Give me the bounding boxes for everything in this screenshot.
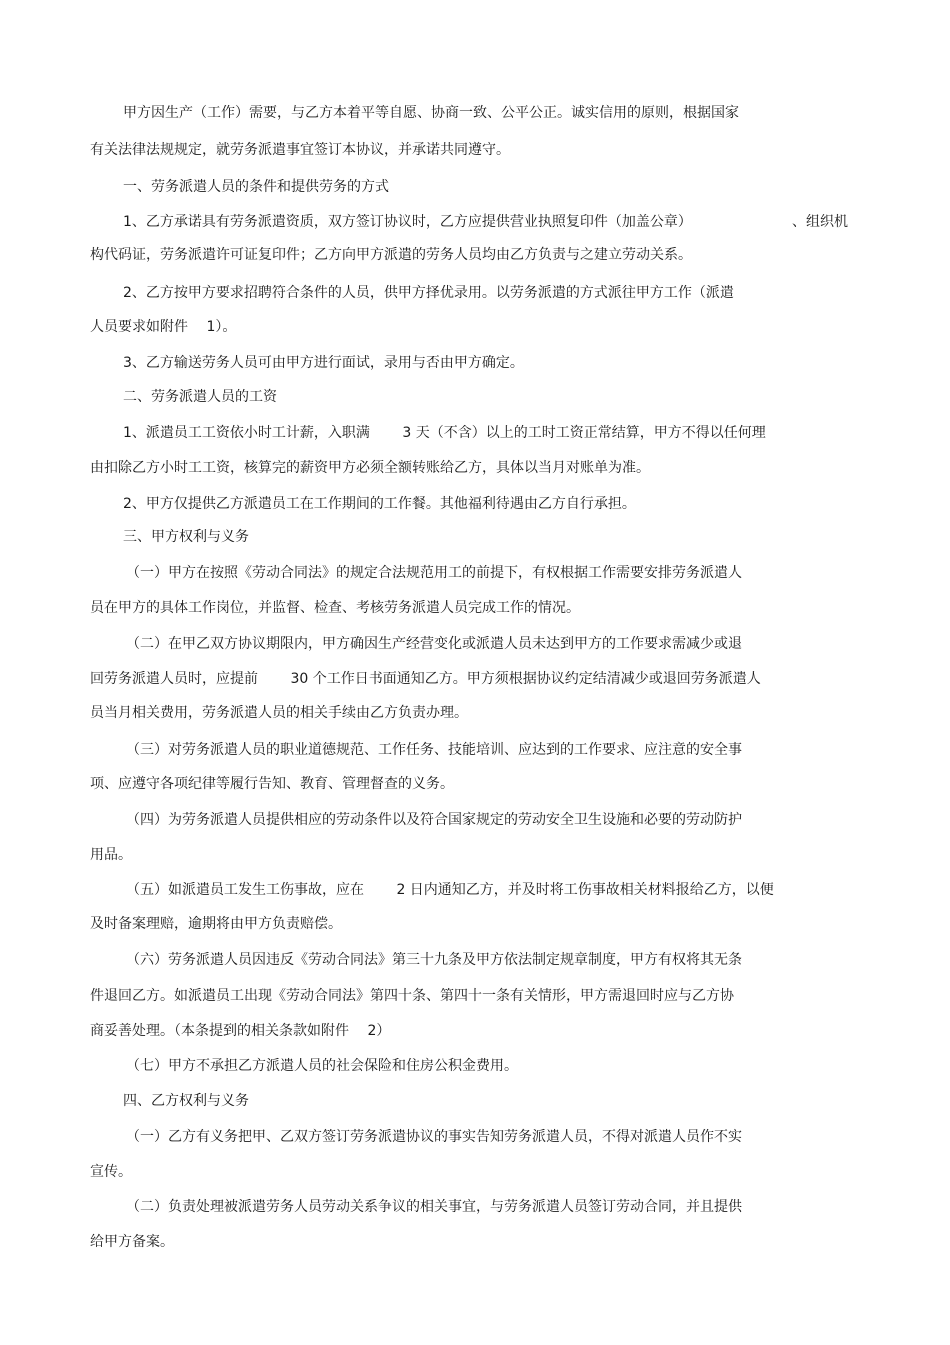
para-1-line-1: 甲方因生产（工作）需要，与乙方本着平等自愿、协商一致、公平公正。诚实信用的原则，根据国家 (123, 105, 739, 121)
item-4-1-line-1: （一）乙方有义务把甲、乙双方签订劳务派遣协议的事实告知劳务派遣人员，不得对派遣人员作不实 (126, 1129, 742, 1145)
item-3-6-line-1: （六）劳务派遣人员因违反《劳动合同法》第三十九条及甲方依法制定规章制度，甲方有权将其无条 (126, 952, 742, 968)
item-2-1-line-1: 1、派遣员工工资依小时工计薪，入职满 3 天（不含）以上的工时工资正常结算，甲方不得以任何理 (123, 425, 766, 441)
item-3-1-line-1: （一）甲方在按照《劳动合同法》的规定合法规范用工的前提下，有权根据工作需要安排劳务派遣人 (126, 565, 742, 581)
item-3-7: （七）甲方不承担乙方派遣人员的社会保险和住房公积金费用。 (126, 1058, 518, 1074)
item-4-1-line-2: 宣传。 (90, 1164, 132, 1180)
item-2-2: 2、甲方仅提供乙方派遣员工在工作期间的工作餐。其他福利待遇由乙方自行承担。 (123, 496, 636, 512)
item-3-5-line-2: 及时备案理赔，逾期将由甲方负责赔偿。 (90, 916, 342, 932)
item-3-5-line-1: （五）如派遣员工发生工伤事故，应在 2 日内通知乙方，并及时将工伤事故相关材料报给乙方，以便 (126, 882, 774, 898)
section-3-heading: 三、甲方权利与义务 (123, 529, 249, 545)
item-3-3-line-2: 项、应遵守各项纪律等履行告知、教育、管理督查的义务。 (90, 776, 454, 792)
item-3-1-line-2: 员在甲方的具体工作岗位，并监督、检查、考核劳务派遣人员完成工作的情况。 (90, 600, 580, 616)
item-1-1-line-1-tail: 、组织机 (792, 214, 848, 230)
item-3-2-line-2: 回劳务派遣人员时，应提前 30 个工作日书面通知乙方。甲方须根据协议约定结清减少或退回劳务派遣人 (90, 671, 761, 687)
item-1-1-line-1: 1、乙方承诺具有劳务派遣资质，双方签订协议时，乙方应提供营业执照复印件（加盖公章） (123, 214, 692, 230)
item-3-6-line-2: 件退回乙方。如派遣员工出现《劳动合同法》第四十条、第四十一条有关情形，甲方需退回时应与乙方协 (90, 988, 734, 1004)
item-3-2-line-3: 员当月相关费用，劳务派遣人员的相关手续由乙方负责办理。 (90, 705, 468, 721)
section-2-heading: 二、劳务派遣人员的工资 (123, 389, 277, 405)
item-1-2-line-2: 人员要求如附件 1）。 (90, 319, 237, 335)
section-4-heading: 四、乙方权利与义务 (123, 1093, 249, 1109)
item-1-1-line-2: 构代码证，劳务派遣许可证复印件；乙方向甲方派遣的劳务人员均由乙方负责与之建立劳动关系。 (90, 247, 692, 263)
item-4-2-line-1: （二）负责处理被派遣劳务人员劳动关系争议的相关事宜，与劳务派遣人员签订劳动合同，并且提供 (126, 1199, 742, 1215)
para-1-line-2: 有关法律法规规定，就劳务派遣事宜签订本协议，并承诺共同遵守。 (90, 142, 510, 158)
item-3-3-line-1: （三）对劳务派遣人员的职业道德规范、工作任务、技能培训、应达到的工作要求、应注意的安全事 (126, 742, 742, 758)
item-4-2-line-2: 给甲方备案。 (90, 1234, 174, 1250)
item-3-6-line-3: 商妥善处理。（本条提到的相关条款如附件 2） (90, 1023, 391, 1039)
item-2-1-line-2: 由扣除乙方小时工工资，核算完的薪资甲方必须全额转账给乙方，具体以当月对账单为准。 (90, 460, 650, 476)
item-3-2-line-1: （二）在甲乙双方协议期限内，甲方确因生产经营变化或派遣人员未达到甲方的工作要求需减少或退 (126, 636, 742, 652)
item-3-4-line-1: （四）为劳务派遣人员提供相应的劳动条件以及符合国家规定的劳动安全卫生设施和必要的劳动防护 (126, 812, 742, 828)
item-1-3: 3、乙方输送劳务人员可由甲方进行面试，录用与否由甲方确定。 (123, 355, 524, 371)
item-1-2-line-1: 2、乙方按甲方要求招聘符合条件的人员，供甲方择优录用。以劳务派遣的方式派往甲方工作（派遣 (123, 285, 734, 301)
item-3-4-line-2: 用品。 (90, 847, 132, 863)
section-1-heading: 一、劳务派遣人员的条件和提供劳务的方式 (123, 179, 389, 195)
